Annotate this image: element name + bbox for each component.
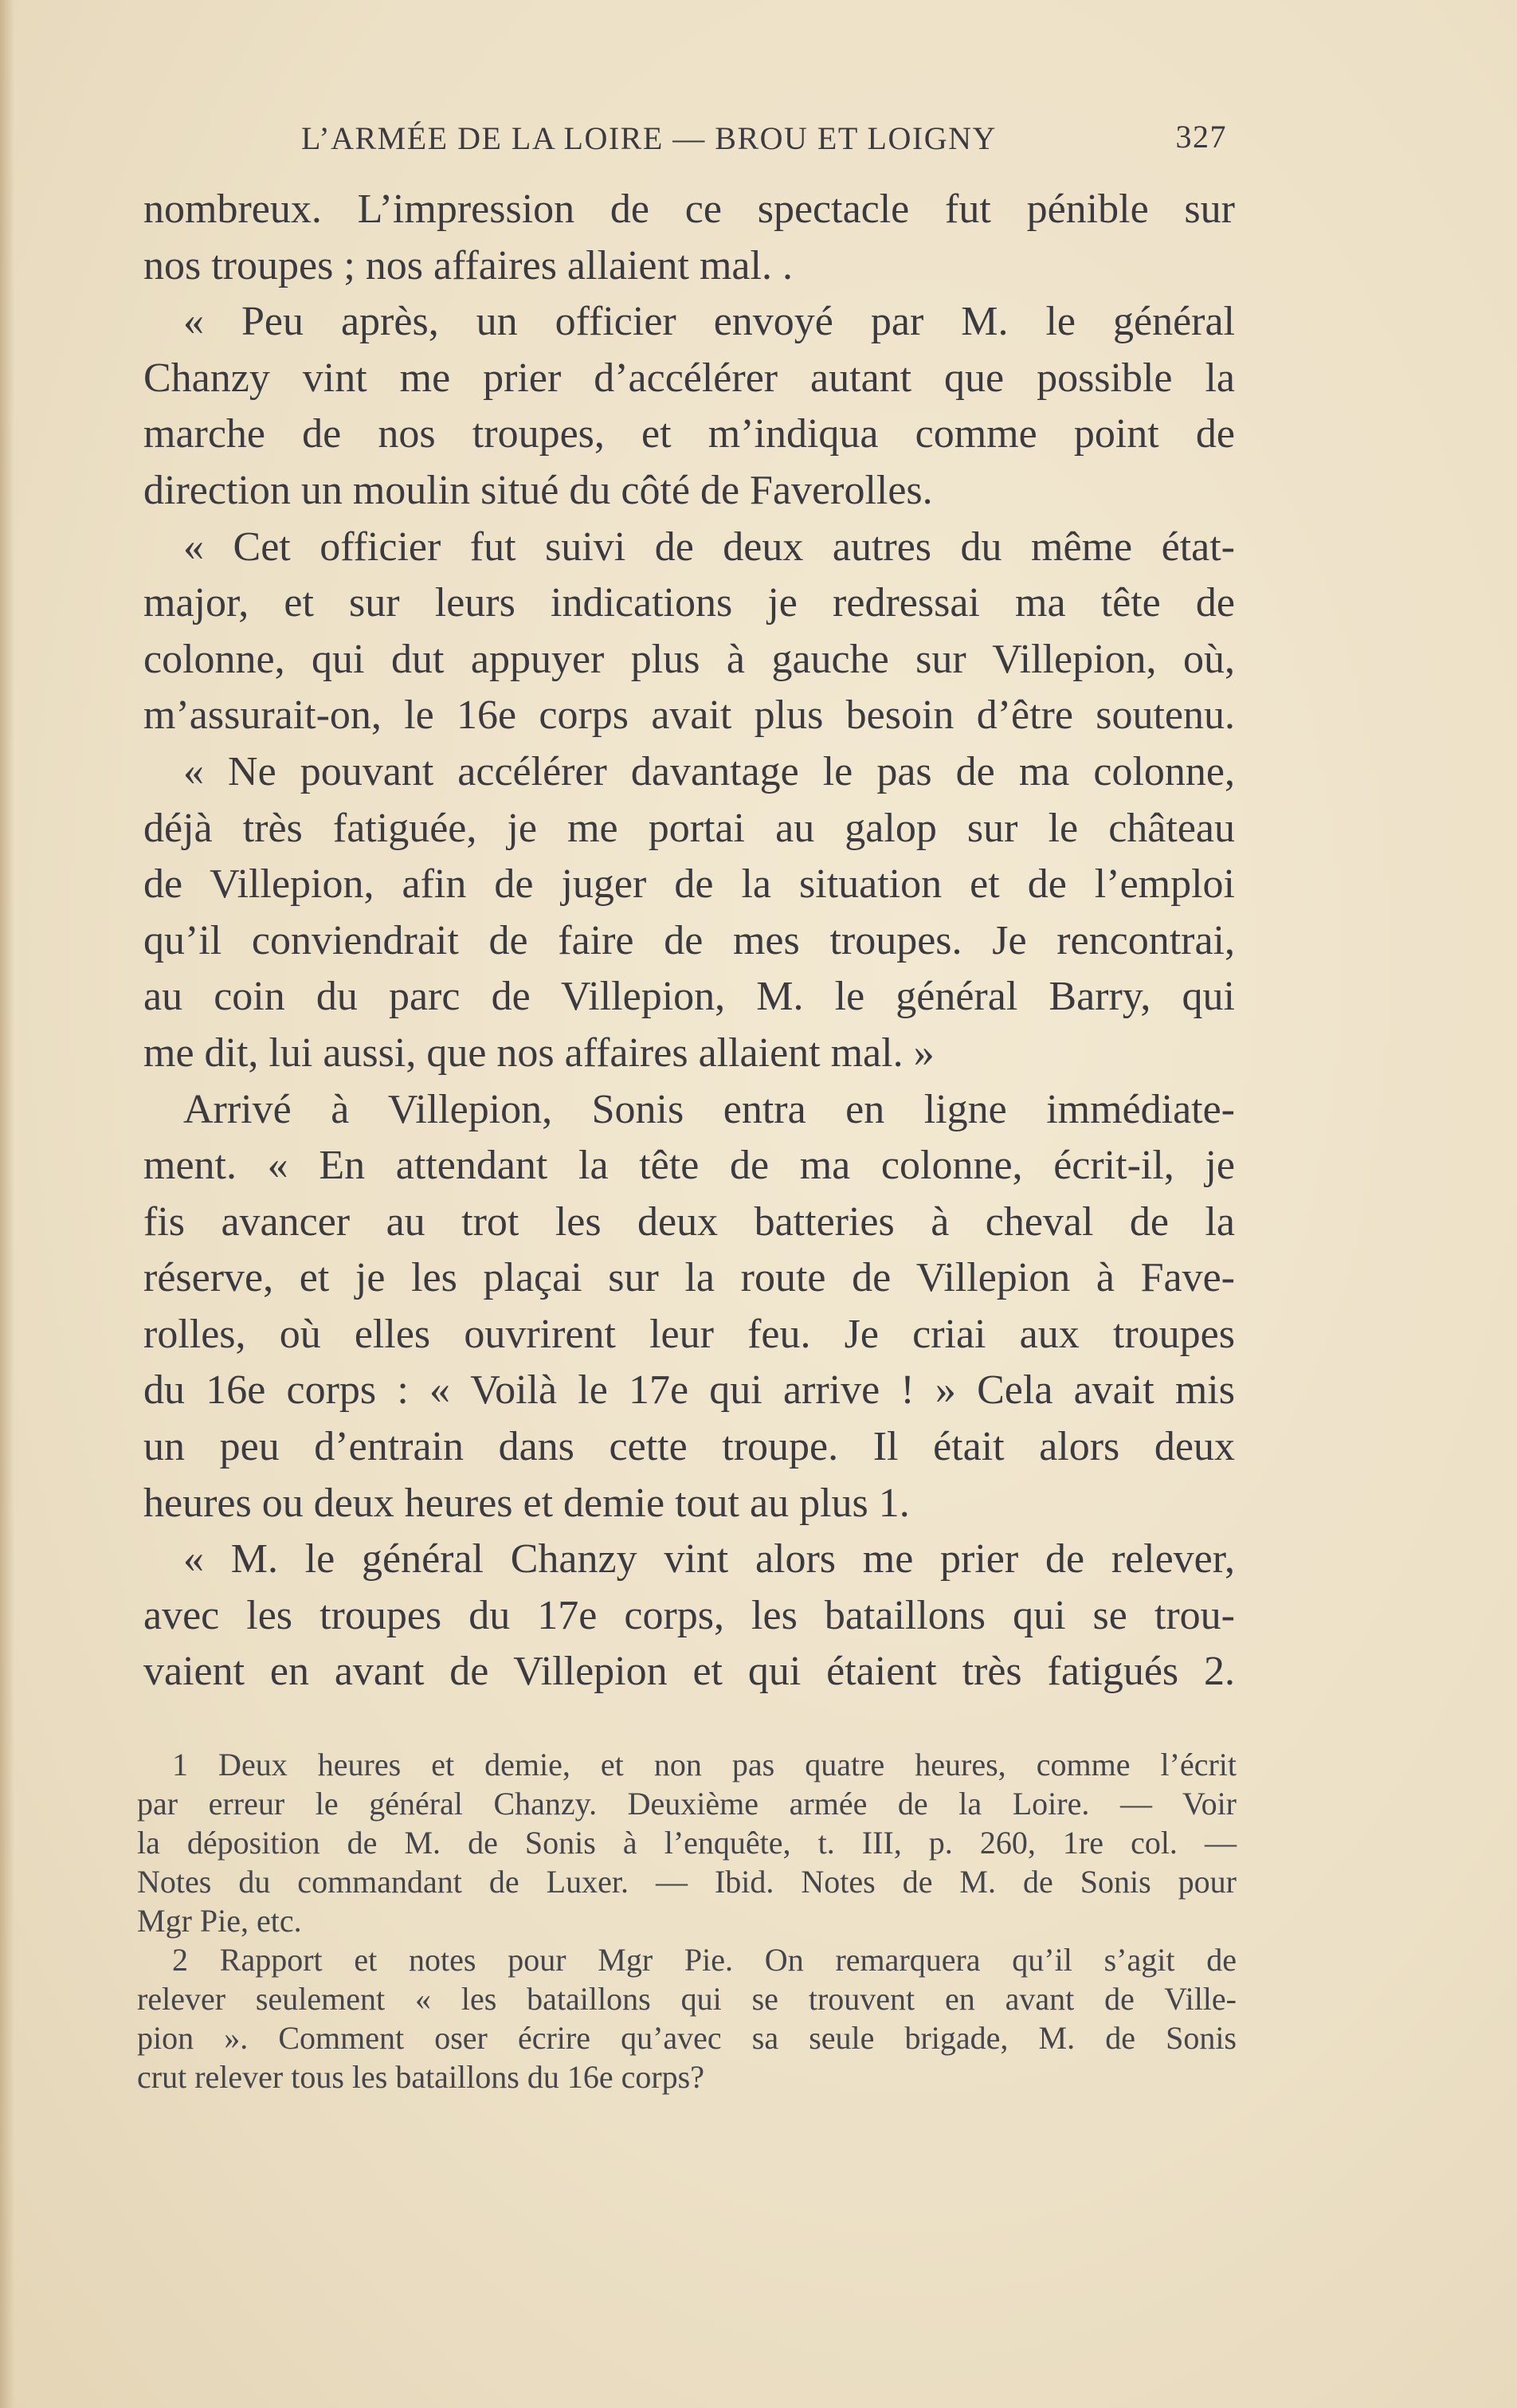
footnote-line: par erreur le général Chanzy. Deuxième armée de la Loire. — Voir [137,1786,1237,1822]
text-line: avec les troupes du 17e corps, les bataillons qui se trou- [143,1592,1235,1638]
text-line: déjà très fatiguée, je me portai au galop sur le château [143,805,1235,851]
text-line: major, et sur leurs indications je redressai ma tête de [143,580,1235,626]
text-line: colonne, qui dut appuyer plus à gauche sur Villepion, où, [143,636,1235,682]
text-line: heures ou deux heures et demie tout au plus 1. [143,1480,910,1526]
footnotes [137,1745,1237,2096]
text-line: vaient en avant de Villepion et qui étaient très fatigués 2. [143,1649,1235,1695]
text-line: un peu d’entrain dans cette troupe. Il était alors deux [143,1424,1235,1470]
text-line: « M. le général Chanzy vint alors me prier de relever, [183,1536,1235,1582]
footnote-line: Notes du commandant de Luxer. — Ibid. Notes de M. de Sonis pour [137,1864,1237,1900]
text-line: direction un moulin situé du côté de Faverolles. [143,467,933,513]
text-line: m’assurait-on, le 16e corps avait plus besoin d’être soutenu. [143,692,1235,739]
body-text [143,182,1235,1700]
footnote-line: la déposition de M. de Sonis à l’enquête, t. III, p. 260, 1re col. — [137,1825,1237,1861]
text-line: marche de nos troupes, et m’indiqua comme point de [143,411,1235,457]
text-line: fis avancer au trot les deux batteries à cheval de la [143,1198,1235,1245]
footnote-line: 1 Deux heures et demie, et non pas quatre heures, comme l’écrit [172,1747,1237,1782]
text-line: nombreux. L’impression de ce spectacle fut pénible sur [143,186,1235,232]
page-number: 327 [1175,119,1227,155]
text-line: nos troupes ; nos affaires allaient mal. . [143,242,793,288]
footnote-line: Mgr Pie, etc. [137,1903,302,1939]
text-line: me dit, lui aussi, que nos affaires allaient mal. » [143,1029,935,1076]
text-line: « Peu après, un officier envoyé par M. le général [183,299,1235,345]
text-line: Chanzy vint me prier d’accélérer autant que possible la [143,355,1235,401]
footnote-line: relever seulement « les bataillons qui se trouvent en avant de Ville- [137,1981,1237,2017]
footnote-line: 2 Rapport et notes pour Mgr Pie. On remarquera qu’il s’agit de [172,1942,1237,1978]
text-line: Arrivé à Villepion, Sonis entra en ligne immédiate- [183,1086,1235,1132]
footnote-line: pion ». Comment oser écrire qu’avec sa seule brigade, M. de Sonis [137,2020,1237,2056]
text-line: ment. « En attendant la tête de ma colonne, écrit-il, je [143,1143,1235,1189]
page-gutter [0,0,14,2408]
text-line: au coin du parc de Villepion, M. le général Barry, qui [143,974,1235,1020]
page-header [301,110,1235,166]
text-line: réserve, et je les plaçai sur la route de Villepion à Fave- [143,1255,1235,1301]
text-line: « Ne pouvant accélérer davantage le pas de ma colonne, [183,748,1235,794]
text-line: rolles, où elles ouvrirent leur feu. Je criai aux troupes [143,1311,1235,1357]
footnote-line: crut relever tous les bataillons du 16e corps? [137,2059,704,2095]
text-line: « Cet officier fut suivi de deux autres du même état- [183,524,1235,570]
text-line: de Villepion, afin de juger de la situation et de l’emploi [143,861,1235,908]
running-head: L’ARMÉE DE LA LOIRE — BROU ET LOIGNY [301,120,997,156]
text-line: qu’il conviendrait de faire de mes troupes. Je rencontrai, [143,917,1235,963]
text-line: du 16e corps : « Voilà le 17e qui arrive ! » Cela avait mis [143,1367,1235,1414]
